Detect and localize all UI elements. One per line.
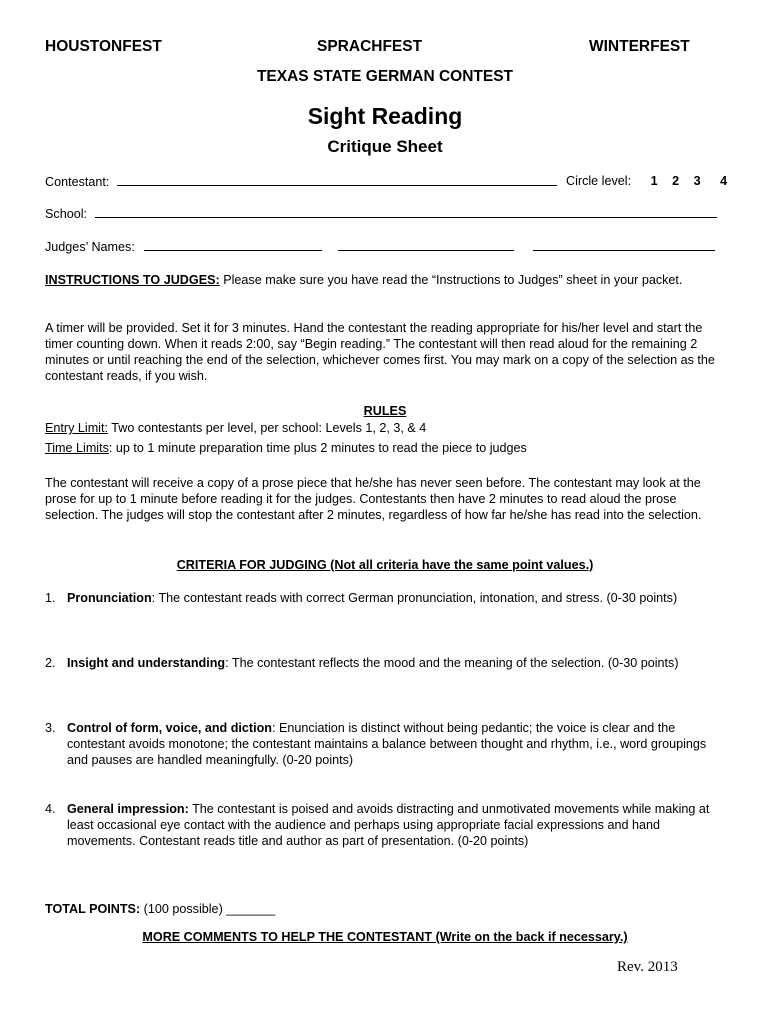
criterion-separator: : — [272, 721, 279, 735]
level-option-4[interactable]: 4 — [720, 174, 728, 188]
circle-level-label: Circle level: — [566, 174, 632, 188]
rules-heading: RULES — [363, 404, 407, 418]
judge-3-input-line[interactable] — [533, 238, 715, 251]
school-label: School: — [45, 207, 88, 221]
festival-sprachfest: SPRACHFEST — [317, 38, 423, 55]
festival-houstonfest: HOUSTONFEST — [45, 38, 162, 55]
timer-paragraph: A timer will be provided. Set it for 3 minutes. Hand the contestant the reading appropriate for his/her level and start the timer counting down. When it reads 2:00, say “Begin reading.” The contestant will then read aloud for the remaining 2 minutes or until reaching the end of the selection, whichever comes first. You may mark on a copy of the selection as the contestant reads, if you wish. — [45, 321, 715, 383]
total-points-label: TOTAL POINTS: — [45, 902, 141, 916]
level-option-1[interactable]: 1 — [650, 174, 658, 188]
entry-limit-line — [45, 420, 725, 436]
festival-winterfest: WINTERFEST — [589, 38, 690, 55]
criterion-text: Enunciation is distinct without being pedantic; the voice is clear and the contestant avoids monotone; the contestant maintains a balance between thought and rhythm, i.e., word groupings and pauses are handled meaningfully. (0-20 points) — [67, 721, 707, 767]
festival-row — [45, 39, 705, 59]
criterion-number: 2. — [45, 656, 56, 670]
time-limits-label: Time Limits — [45, 441, 109, 455]
instructions-heading: INSTRUCTIONS TO JUDGES: — [45, 273, 220, 287]
circle-level-field — [566, 173, 727, 189]
rules-description: The contestant will receive a copy of a prose piece that he/she has never seen before. The contestant may look at the prose for up to 1 minute before reading it for the judges. Contestants then have 2 minutes to read aloud the prose selection. The judges will stop the contestant after 2 minutes, regardless of how far he/she has read into the selection. — [45, 476, 702, 522]
judge-2-input-line[interactable] — [338, 238, 514, 251]
criterion-name: General impression: — [67, 802, 189, 816]
criterion-number: 1. — [45, 591, 56, 605]
total-points-line — [45, 901, 275, 917]
criterion-text: The contestant is poised and avoids distracting and unmotivated movements while making at least occasional eye contact with the audience and perhaps using appropriate facial expressions and hand movements. Contestant reads title and author as part of presentation. (0-20 points) — [67, 802, 710, 848]
criterion-text: The contestant reflects the mood and the meaning of the selection. (0-30 points) — [231, 656, 679, 670]
judge-1-input-line[interactable] — [144, 238, 322, 251]
criterion-separator: : — [225, 656, 232, 670]
criterion-body — [67, 801, 725, 849]
contestant-input-line[interactable] — [117, 173, 557, 186]
criterion-name: Control of form, voice, and diction — [67, 721, 272, 735]
comments-heading: MORE COMMENTS TO HELP THE CONTESTANT (Write on the back if necessary.) — [142, 930, 628, 944]
page-subtitle: Critique Sheet — [327, 137, 443, 156]
criterion-number: 3. — [45, 721, 56, 735]
criterion-text: The contestant reads with correct German pronunciation, intonation, and stress. (0-30 points) — [158, 591, 678, 605]
criteria-heading: CRITERIA FOR JUDGING (Not all criteria have the same point values.) — [176, 558, 594, 572]
judges-label: Judges’ Names: — [45, 240, 135, 254]
contest-title: TEXAS STATE GERMAN CONTEST — [256, 68, 514, 85]
time-limits-line — [45, 440, 725, 456]
page-title: Sight Reading — [307, 103, 463, 129]
instructions-paragraph — [45, 272, 725, 288]
contestant-field — [45, 173, 557, 190]
entry-limit-label: Entry Limit: — [45, 421, 108, 435]
revision-note: Rev. 2013 — [617, 959, 678, 975]
total-points-text: (100 possible) _______ — [140, 902, 276, 916]
criterion-separator: : — [151, 591, 159, 605]
criterion-body — [67, 655, 725, 671]
criterion-body — [67, 720, 725, 768]
instructions-text: Please make sure you have read the “Instructions to Judges” sheet in your packet. — [219, 273, 683, 287]
criterion-number: 4. — [45, 802, 56, 816]
criterion-name: Insight and understanding — [67, 656, 226, 670]
judges-field — [45, 238, 715, 255]
criterion-body — [67, 590, 725, 606]
school-input-line[interactable] — [95, 205, 717, 218]
contestant-label: Contestant: — [45, 175, 110, 189]
level-option-2[interactable]: 2 — [672, 174, 680, 188]
time-limits-text: : up to 1 minute preparation time plus 2 minutes to read the piece to judges — [108, 441, 527, 455]
criterion-name: Pronunciation — [67, 591, 152, 605]
entry-limit-text: Two contestants per level, per school: Levels 1, 2, 3, & 4 — [107, 421, 427, 435]
school-field — [45, 205, 717, 222]
level-option-3[interactable]: 3 — [693, 174, 701, 188]
